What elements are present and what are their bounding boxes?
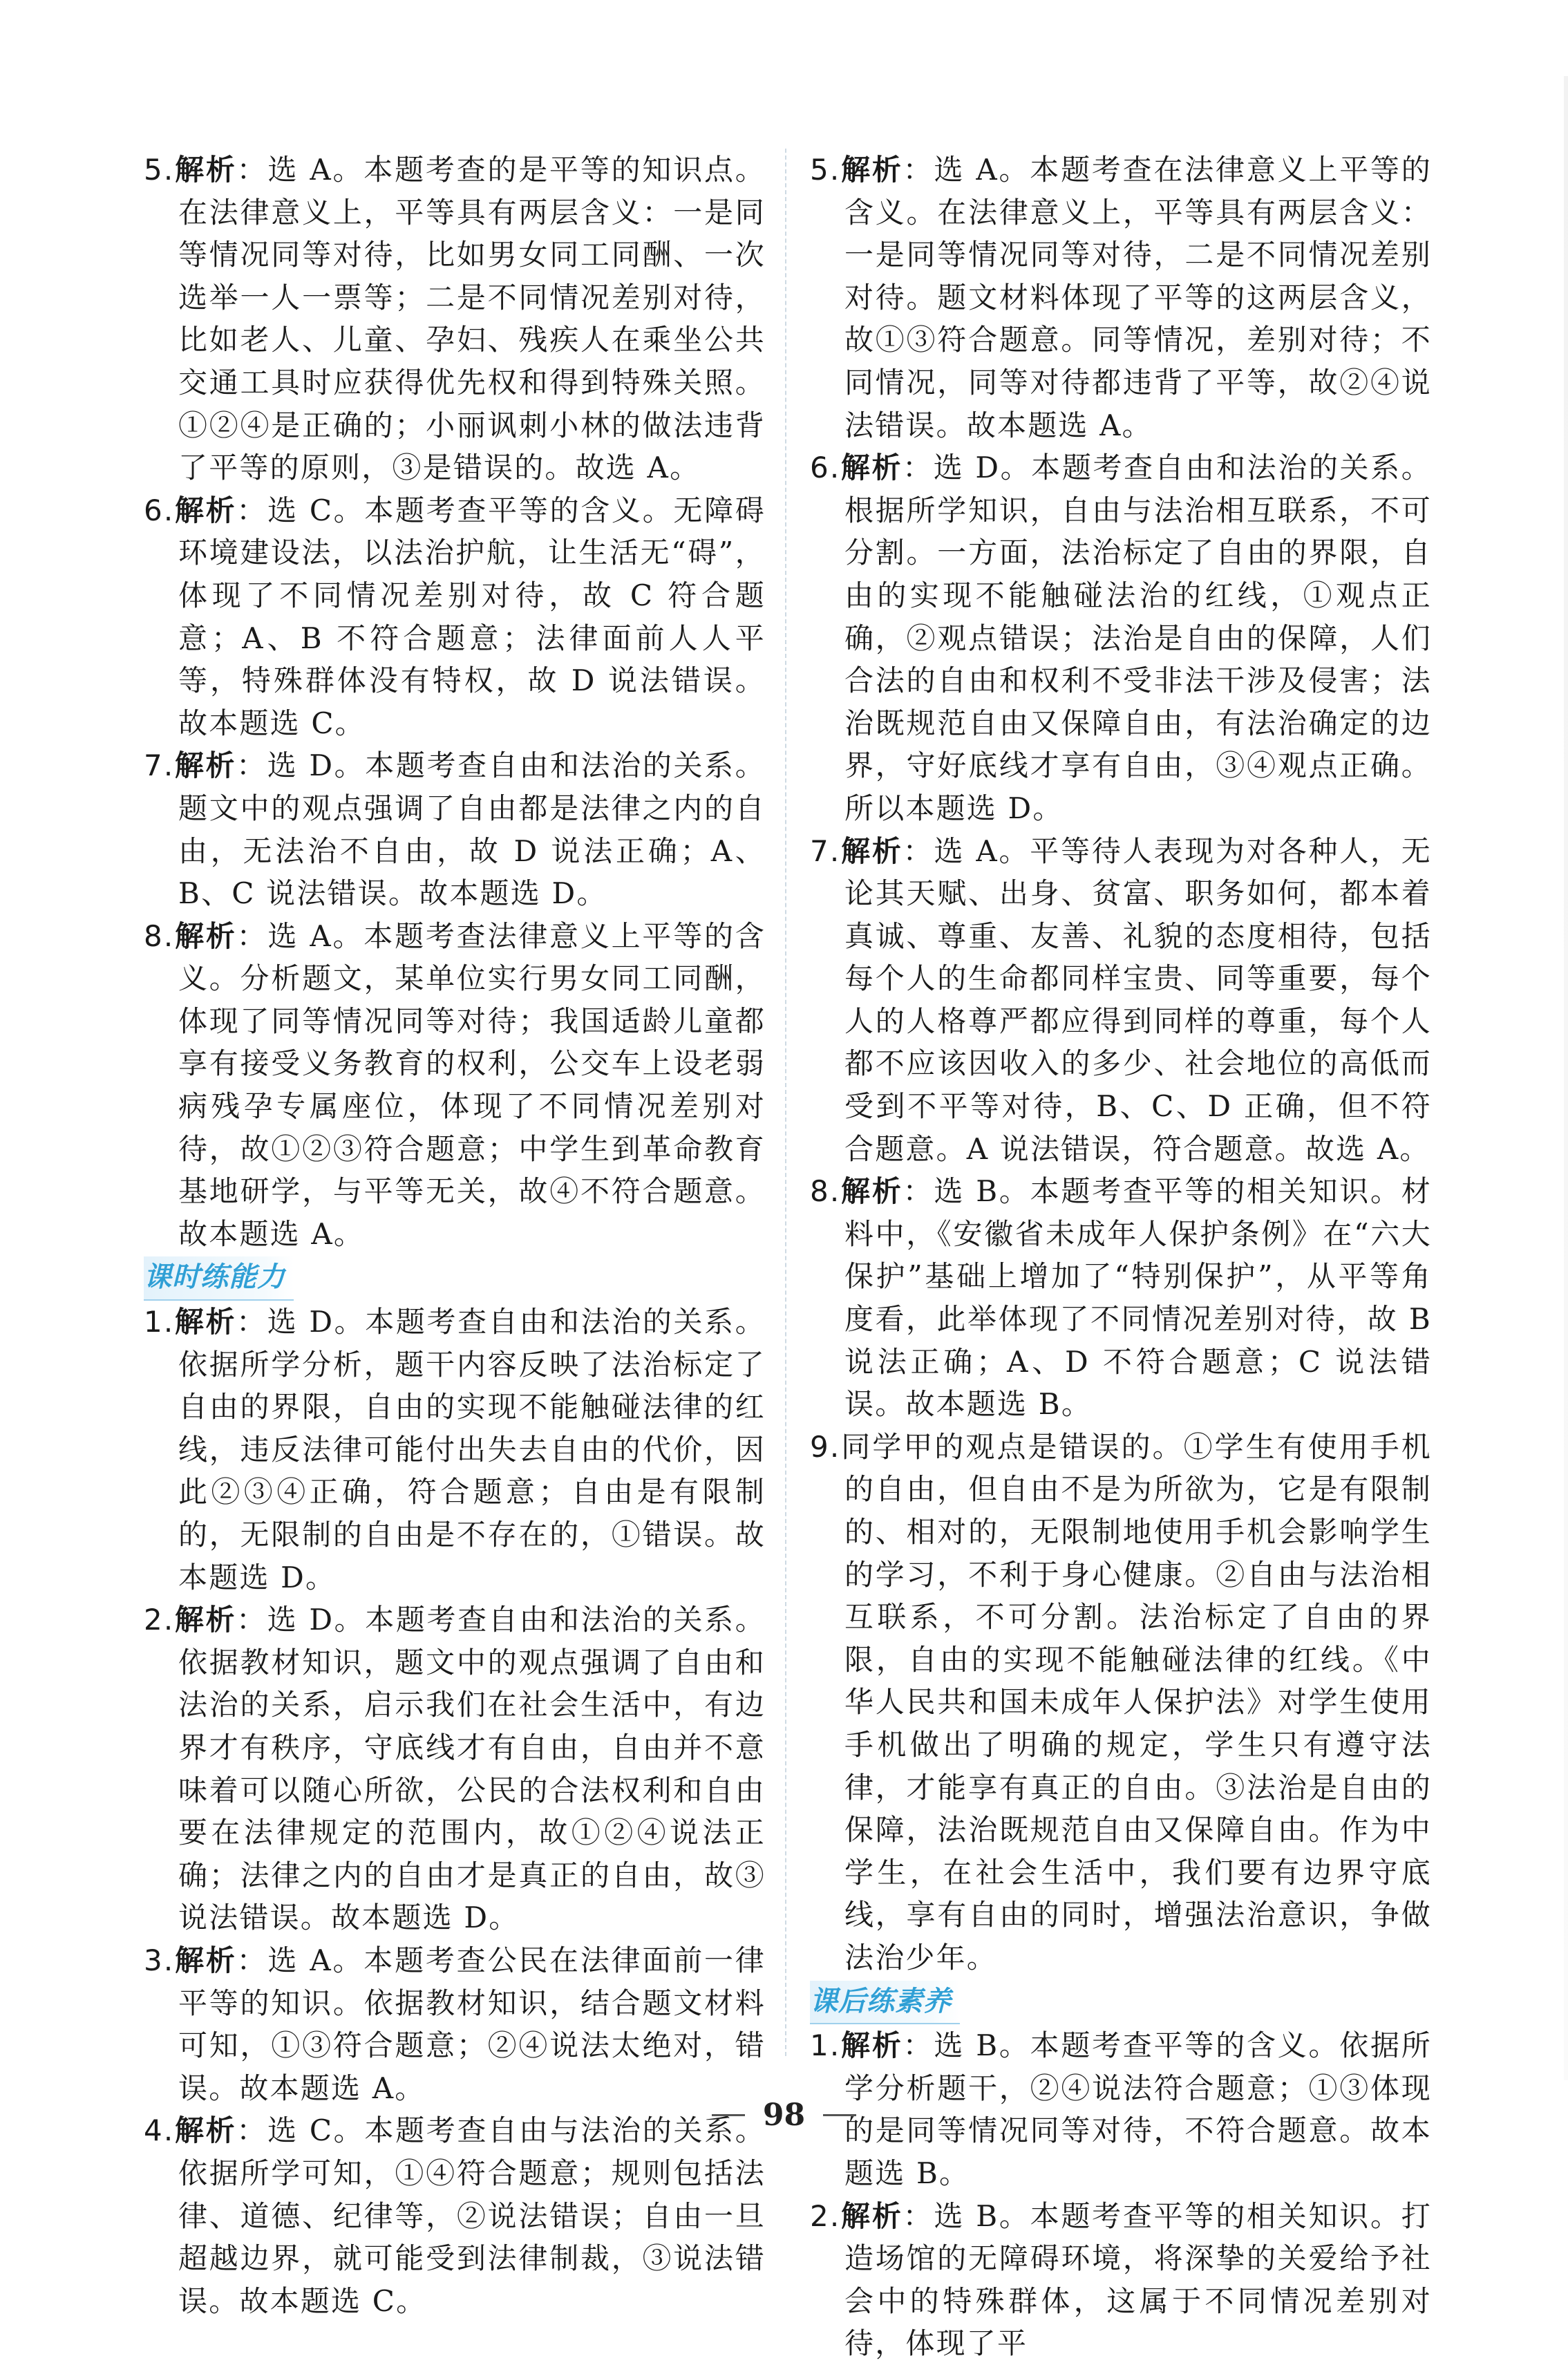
analysis-keyword: 解析 [174, 748, 237, 783]
analysis-keyword: 解析 [174, 1943, 237, 1977]
item-text: ：选 C。本题考查平等的含义。无障碍环境建设法，以法治护航，让生活无“碍”，体现了不同情况差别对待，故 C 符合题意；A、B 不符合题意；法律面前人人平等，特殊群体没有特权，故 D 说法错误。故本题选 C。 [178, 493, 766, 740]
item-number: 2. [810, 2198, 841, 2233]
item-text: ：选 B。本题考查平等的含义。依据所学分析题干，②④说法符合题意；①③体现的是同等情况同等对待，不符合题意。故本题选 B。 [844, 2028, 1432, 2190]
analysis-keyword: 解析 [174, 493, 237, 527]
item-text: ：选 B。本题考查平等的相关知识。打造场馆的无障碍环境，将深挚的关爱给予社会中的特殊群体，这属于不同情况差别对待，体现了平 [844, 2198, 1432, 2361]
analysis-keyword: 解析 [174, 2113, 237, 2148]
section-heading-wrapper [810, 1979, 1432, 2025]
analysis-keyword: 解析 [174, 1603, 237, 1637]
analysis-keyword: 解析 [840, 2198, 903, 2233]
item-number: 7. [144, 748, 175, 783]
item-number: 8. [144, 918, 175, 953]
item-number: 6. [810, 451, 841, 485]
answer-item [810, 2195, 1432, 2365]
answer-item [144, 149, 766, 489]
answer-item [810, 149, 1432, 446]
item-number: 7. [810, 833, 841, 868]
item-number: 6. [144, 493, 175, 527]
analysis-keyword: 解析 [174, 153, 237, 187]
left-column [144, 149, 766, 2322]
item-text: ：选 A。平等待人表现为对各种人，无论其天赋、出身、贫富、职务如何，都本着真诚、尊重、友善、礼貌的态度相待，包括每个人的生命都同样宝贵、同等重要，每个人的人格尊严都应得到同样的尊重，每个人都不应该因收入的多少、社会地位的高低而受到不平等对待，B、C、D 正确，但不符合题意。A 说法错误，符合题意。故选 A。 [844, 833, 1432, 1166]
item-text: ：选 C。本题考查自由与法治的关系。依据所学可知，①④符合题意；规则包括法律、道德、纪律等，②说法错误；自由一旦超越边界，就可能受到法律制裁，③说法错误。故本题选 C。 [178, 2113, 766, 2318]
page-edge-shadow [1564, 76, 1568, 2080]
answer-item [144, 915, 766, 1256]
analysis-keyword: 解析 [840, 2028, 903, 2063]
item-text: ：选 D。本题考查自由和法治的关系。依据教材知识，题文中的观点强调了自由和法治的关系，启示我们在社会生活中，有边界才有秩序，守底线才有自由，自由并不意味着可以随心所欲，公民的合法权利和自由要在法律规定的范围内，故①②④说法正确；法律之内的自由才是真正的自由，故③说法错误。故本题选 D。 [178, 1603, 766, 1935]
item-number: 9. [810, 1429, 841, 1464]
section-heading-wrapper [144, 1255, 766, 1301]
section-heading: 课时练能力 [144, 1256, 294, 1301]
item-number: 1. [144, 1305, 175, 1339]
item-text: ：选 D。本题考查自由和法治的关系。题文中的观点强调了自由都是法律之内的自由，无法治不自由，故 D 说法正确；A、B、C 说法错误。故本题选 D。 [178, 748, 766, 911]
answer-item [810, 446, 1432, 829]
item-text: ：选 D。本题考查自由和法治的关系。依据所学分析，题干内容反映了法治标定了自由的界限，自由的实现不能触碰法律的红线，违反法律可能付出失去自由的代价，因此②③④正确，符合题意；自由是有限制的，无限制的自由是不存在的，①错误。故本题选 D。 [178, 1305, 766, 1594]
answer-item [810, 830, 1432, 1171]
analysis-keyword: 解析 [840, 451, 903, 485]
page-number: 98 [762, 2097, 806, 2133]
answer-item [144, 1301, 766, 1599]
footer-rule-right [823, 2114, 856, 2116]
analysis-keyword: 解析 [840, 833, 903, 868]
item-text: ：选 A。本题考查公民在法律面前一律平等的知识。依据教材知识，结合题文材料可知，①③符合题意；②④说法太绝对，错误。故本题选 A。 [178, 1943, 766, 2105]
analysis-keyword: 解析 [840, 1174, 903, 1209]
section-heading: 课后练素养 [810, 1981, 960, 2025]
item-text: ：选 A。本题考查法律意义上平等的含义。分析题文，某单位实行男女同工同酬，体现了同等情况同等对待；我国适龄儿童都享有接受义务教育的权利，公交车上设老弱病残孕专属座位，体现了不同情况差别对待，故①②③符合题意；中学生到革命教育基地研学，与平等无关，故④不符合题意。故本题选 A。 [178, 918, 766, 1251]
item-text: ：选 A。本题考查的是平等的知识点。在法律意义上，平等具有两层含义：一是同等情况同等对待，比如男女同工同酬、一次选举一人一票等；二是不同情况差别对待，比如老人、儿童、孕妇、残疾人在乘坐公共交通工具时应获得优先权和得到特殊关照。①②④是正确的；小丽讽刺小林的做法违背了平等的原则，③是错误的。故选 A。 [178, 153, 766, 485]
answer-item [144, 1939, 766, 2109]
item-number: 5. [144, 153, 175, 187]
item-text: ：选 B。本题考查平等的相关知识。材料中，《安徽省未成年人保护条例》在“六大保护”基础上增加了“特别保护”，从平等角度看，此举体现了不同情况差别对待，故 B 说法正确；A、D 不符合题意；C 说法错误。故本题选 B。 [844, 1174, 1432, 1422]
item-number: 1. [810, 2028, 841, 2063]
item-text: 同学甲的观点是错误的。①学生有使用手机的自由，但自由不是为所欲为，它是有限制的、相对的，无限制地使用手机会影响学生的学习，不利于身心健康。②自由与法治相互联系，不可分割。法治标定了自由的界限，自由的实现不能触碰法律的红线。《中华人民共和国未成年人保护法》对学生使用手机做出了明确的规定，学生只有遵守法律，才能享有真正的自由。③法治是自由的保障，法治既规范自由又保障自由。作为中学生，在社会生活中，我们要有边界守底线，享有自由的同时，增强法治意识，争做法治少年。 [840, 1429, 1432, 1975]
item-text: ：选 A。本题考查在法律意义上平等的含义。在法律意义上，平等具有两层含义：一是同等情况同等对待，二是不同情况差别对待。题文材料体现了平等的这两层含义，故①③符合题意。同等情况，差别对待；不同情况，同等对待都违背了平等，故②④说法错误。故本题选 A。 [844, 153, 1432, 442]
answer-item [144, 1599, 766, 1939]
analysis-keyword: 解析 [174, 1305, 237, 1339]
analysis-keyword: 解析 [174, 918, 237, 953]
answer-item [810, 1170, 1432, 1426]
item-number: 5. [810, 153, 841, 187]
column-divider [785, 149, 786, 2056]
item-number: 3. [144, 1943, 175, 1977]
item-text: ：选 D。本题考查自由和法治的关系。根据所学知识，自由与法治相互联系，不可分割。一方面，法治标定了自由的界限，自由的实现不能触碰法治的红线，①观点正确，②观点错误；法治是自由的保障，人们合法的自由和权利不受非法干涉及侵害；法治既规范自由又保障自由，有法治确定的边界，守好底线才享有自由，③④观点正确。所以本题选 D。 [844, 451, 1432, 825]
item-number: 2. [144, 1603, 175, 1637]
answer-item [144, 489, 766, 745]
answer-item [810, 1426, 1432, 1979]
answer-item [144, 2109, 766, 2322]
analysis-keyword: 解析 [840, 153, 903, 187]
item-number: 8. [810, 1174, 841, 1209]
answer-item [144, 744, 766, 914]
footer-rule-left [712, 2114, 745, 2116]
page-footer [0, 2094, 1568, 2136]
item-number: 4. [144, 2113, 175, 2148]
right-column [810, 149, 1432, 2365]
